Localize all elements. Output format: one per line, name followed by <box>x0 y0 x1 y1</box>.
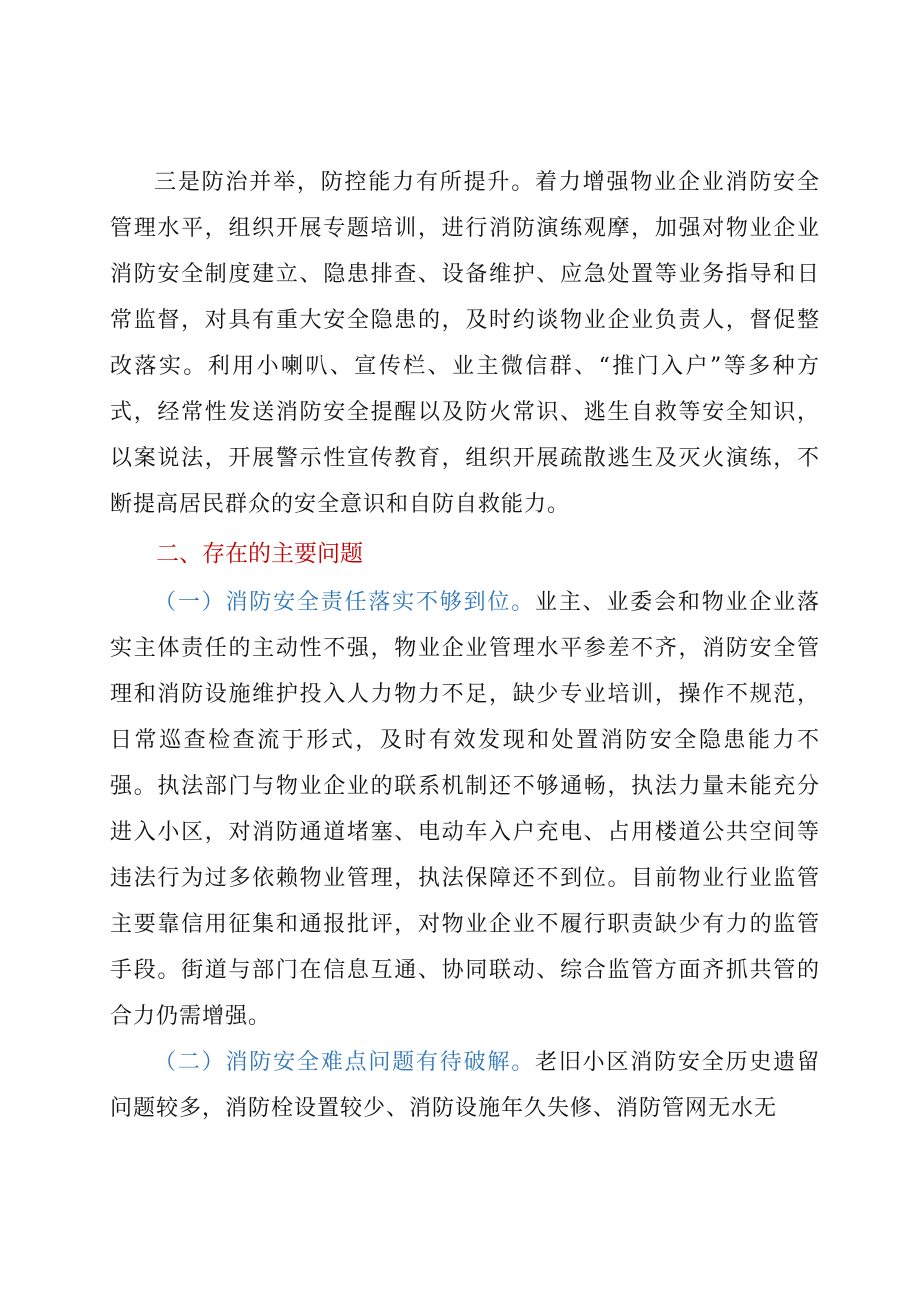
section-heading-main-problems: 二、存在的主要问题 <box>156 541 363 567</box>
paragraph-prevention: 三是防治并举，防控能力有所提升。着力增强物业企业消防安全管理水平，组织开展专题培训，进行消防演练观摩，加强对物业企业消防安全制度建立、隐患排查、设备维护、应急处置等业务指导和日常监督，对具有重大安全隐患的，及时约谈物业企业负责人，督促整改落实。利用小喇叭、宣传栏、业主微信群、“推门入户”等多种方式，经常性发送消防安全提醒以及防火常识、逃生自救等安全知识，以案说法，开展警示性宣传教育，组织开展疏散逃生及灭火演练，不断提高居民群众的安全意识和自防自救能力。 <box>110 170 820 517</box>
paragraph-difficulties-body: 老旧小区消防安全历史遗留问题较多，消防栓设置较少、消防设施年久失修、消防管网无水无 <box>110 1050 820 1121</box>
subheading-responsibility: （一）消防安全责任落实不够到位。 <box>154 590 536 615</box>
paragraph-responsibility-body: 业主、业委会和物业企业落实主体责任的主动性不强，物业企业管理水平参差不齐，消防安全管理和消防设施维护投入人力物力不足，缺少专业培训，操作不规范，日常巡查检查流于形式，及时有效发现和处置消防安全隐患能力不强。执法部门与物业企业的联系机制还不够通畅，执法力量未能充分进入小区，对消防通道堵塞、电动车入户充电、占用楼道公共空间等违法行为过多依赖物业管理，执法保障还不到位。目前物业行业监管主要靠信用征集和通报批评，对物业企业不履行职责缺少有力的监管手段。街道与部门在信息互通、协同联动、综合监管方面齐抓共管的合力仍需增强。 <box>110 590 820 1029</box>
paragraph-difficulties <box>110 1040 820 1132</box>
paragraph-responsibility <box>110 580 820 1040</box>
document-body <box>110 160 820 1132</box>
subheading-difficulties: （二）消防安全难点问题有待破解。 <box>154 1050 536 1075</box>
